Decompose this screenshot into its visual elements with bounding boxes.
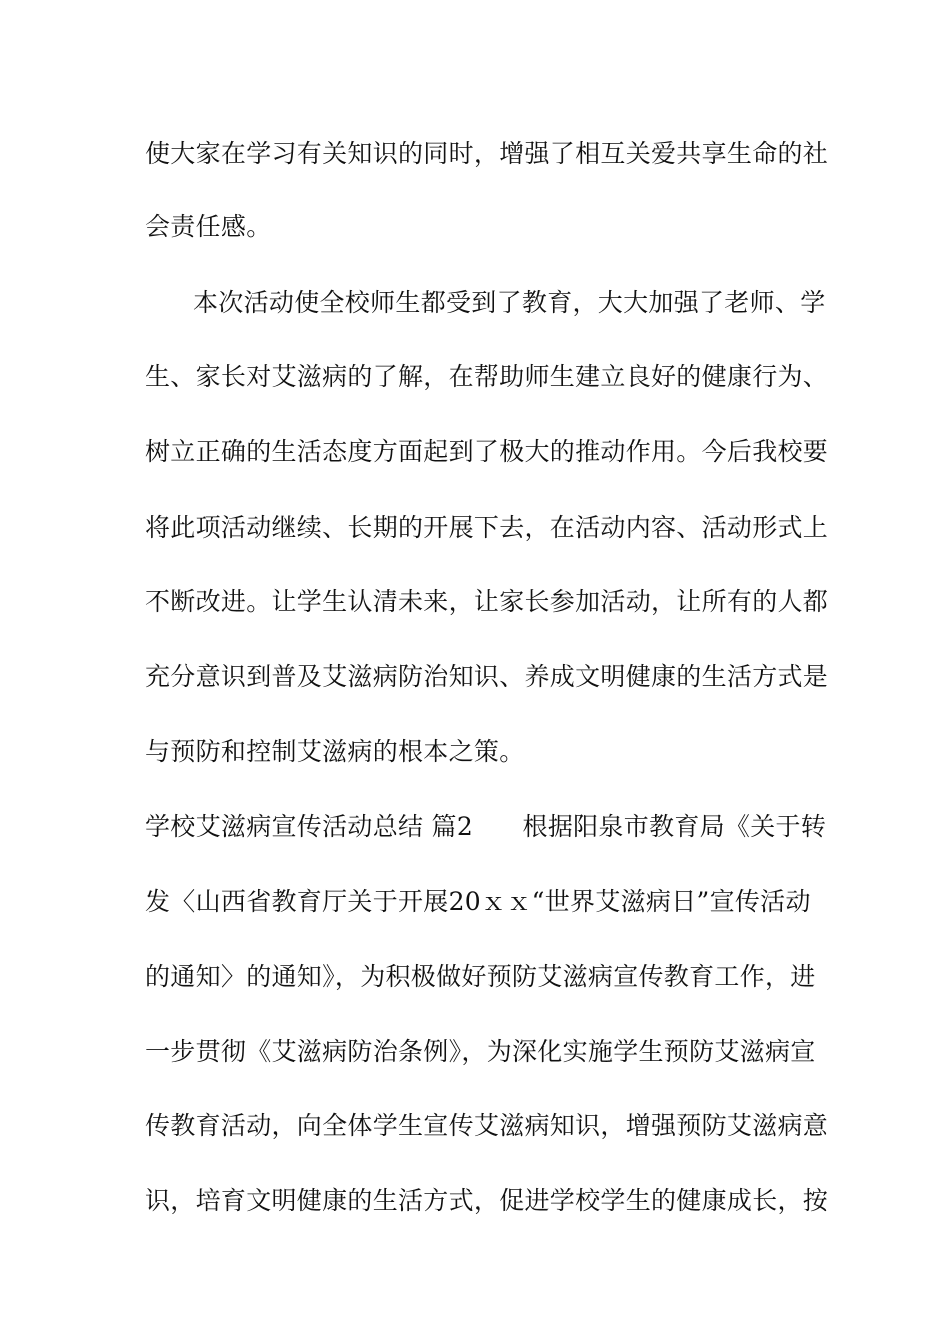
section-heading-line: 学校艾滋病宣传活动总结 篇2 根据阳泉市教育局《关于转	[145, 812, 827, 841]
text-line: 发〈山西省教育厅关于开展20ｘｘ“世界艾滋病日”宣传活动	[145, 887, 811, 916]
text-line: 充分意识到普及艾滋病防治知识、养成文明健康的生活方式是	[145, 662, 829, 691]
text-line: 传教育活动，向全体学生宣传艾滋病知识，增强预防艾滋病意	[145, 1111, 829, 1140]
text-line: 识，培育文明健康的生活方式，促进学校学生的健康成长，按	[145, 1186, 829, 1215]
text-line: 生、家长对艾滋病的了解，在帮助师生建立良好的健康行为、	[145, 362, 829, 391]
paragraph-first-line: 本次活动使全校师生都受到了教育，大大加强了老师、学	[193, 288, 826, 317]
text-line: 树立正确的生活态度方面起到了极大的推动作用。今后我校要	[145, 437, 829, 466]
text-line: 将此项活动继续、长期的开展下去，在活动内容、活动形式上	[145, 513, 829, 542]
text-line: 的通知〉的通知》，为积极做好预防艾滋病宣传教育工作，进	[145, 962, 816, 991]
text-line: 与预防和控制艾滋病的根本之策。	[145, 737, 525, 766]
text-line: 不断改进。让学生认清未来，让家长参加活动，让所有的人都	[145, 587, 829, 616]
text-line: 会责任感。	[145, 212, 272, 241]
text-line: 一步贯彻《艾滋病防治条例》，为深化实施学生预防艾滋病宣	[145, 1037, 816, 1066]
text-line: 使大家在学习有关知识的同时，增强了相互关爱共享生命的社	[145, 139, 829, 168]
